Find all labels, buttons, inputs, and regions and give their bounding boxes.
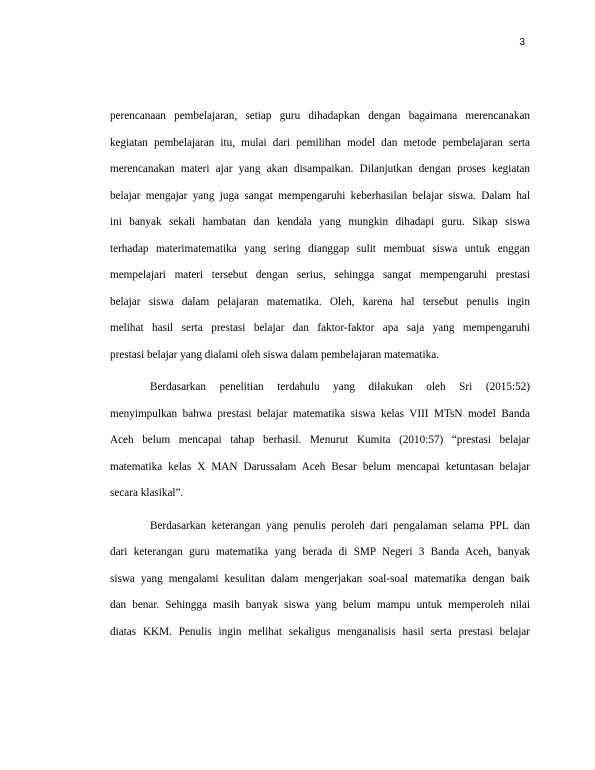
text-line: secara klasikal”. [110,487,184,499]
paragraph [110,513,530,646]
page-number: 3 [519,37,525,48]
text-line: dan benar. Sehingga masih banyak siswa yang belum mampu untuk memperoleh nilai [110,599,530,611]
document-body [110,103,530,645]
text-line: melihat hasil serta prestasi belajar dan faktor-faktor apa saja yang mempengaruhi [110,322,530,334]
text-line: siswa yang mengalami kesulitan dalam mengerjakan soal-soal matematika dengan baik [110,572,530,585]
text-line: Berdasarkan penelitian terdahulu yang dilakukan oleh Sri (2015:52) [150,381,530,393]
text-line: kegiatan pembelajaran itu, mulai dari pemilihan model dan metode pembelajaran serta [110,136,530,149]
text-line: Aceh belum mencapai tahap berhasil. Menurut Kumita (2010:57) “prestasi belajar [110,434,530,446]
text-line: ini banyak sekali hambatan dan kendala yang mungkin dihadapi guru. Sikap siswa [110,216,530,228]
text-line: perencanaan pembelajaran, setiap guru dihadapkan dengan bagaimana merencanakan [110,110,530,122]
text-line: belajar siswa dalam pelajaran matematika. Oleh, karena hal tersebut penulis ingin [110,295,530,308]
text-line: diatas KKM. Penulis ingin melihat sekaligus menganalisis hasil serta prestasi belajar [110,625,530,638]
paragraph [110,103,530,368]
text-line: belajar mengajar yang juga sangat mempengaruhi keberhasilan belajar siswa. Dalam hal [110,189,530,202]
text-line: menyimpulkan bahwa prestasi belajar matematika siswa kelas VIII MTsN model Banda [110,407,530,420]
text-line: matematika kelas X MAN Darussalam Aceh Besar belum mencapai ketuntasan belajar [110,460,530,473]
paragraph [110,374,530,507]
text-line: dari keterangan guru matematika yang berada di SMP Negeri 3 Banda Aceh, banyak [110,546,530,558]
text-line: Berdasarkan keterangan yang penulis peroleh dari pengalaman selama PPL dan [150,519,530,532]
text-line: mempelajari materi tersebut dengan serius, sehingga sangat mempengaruhi prestasi [110,269,530,281]
text-line: terhadap materimatematika yang sering dianggap sulit membuat siswa untuk enggan [110,242,530,255]
text-line: prestasi belajar yang dialami oleh siswa dalam pembelajaran matematika. [110,348,439,361]
text-line: merencanakan materi ajar yang akan disampaikan. Dilanjutkan dengan proses kegiatan [110,163,530,175]
